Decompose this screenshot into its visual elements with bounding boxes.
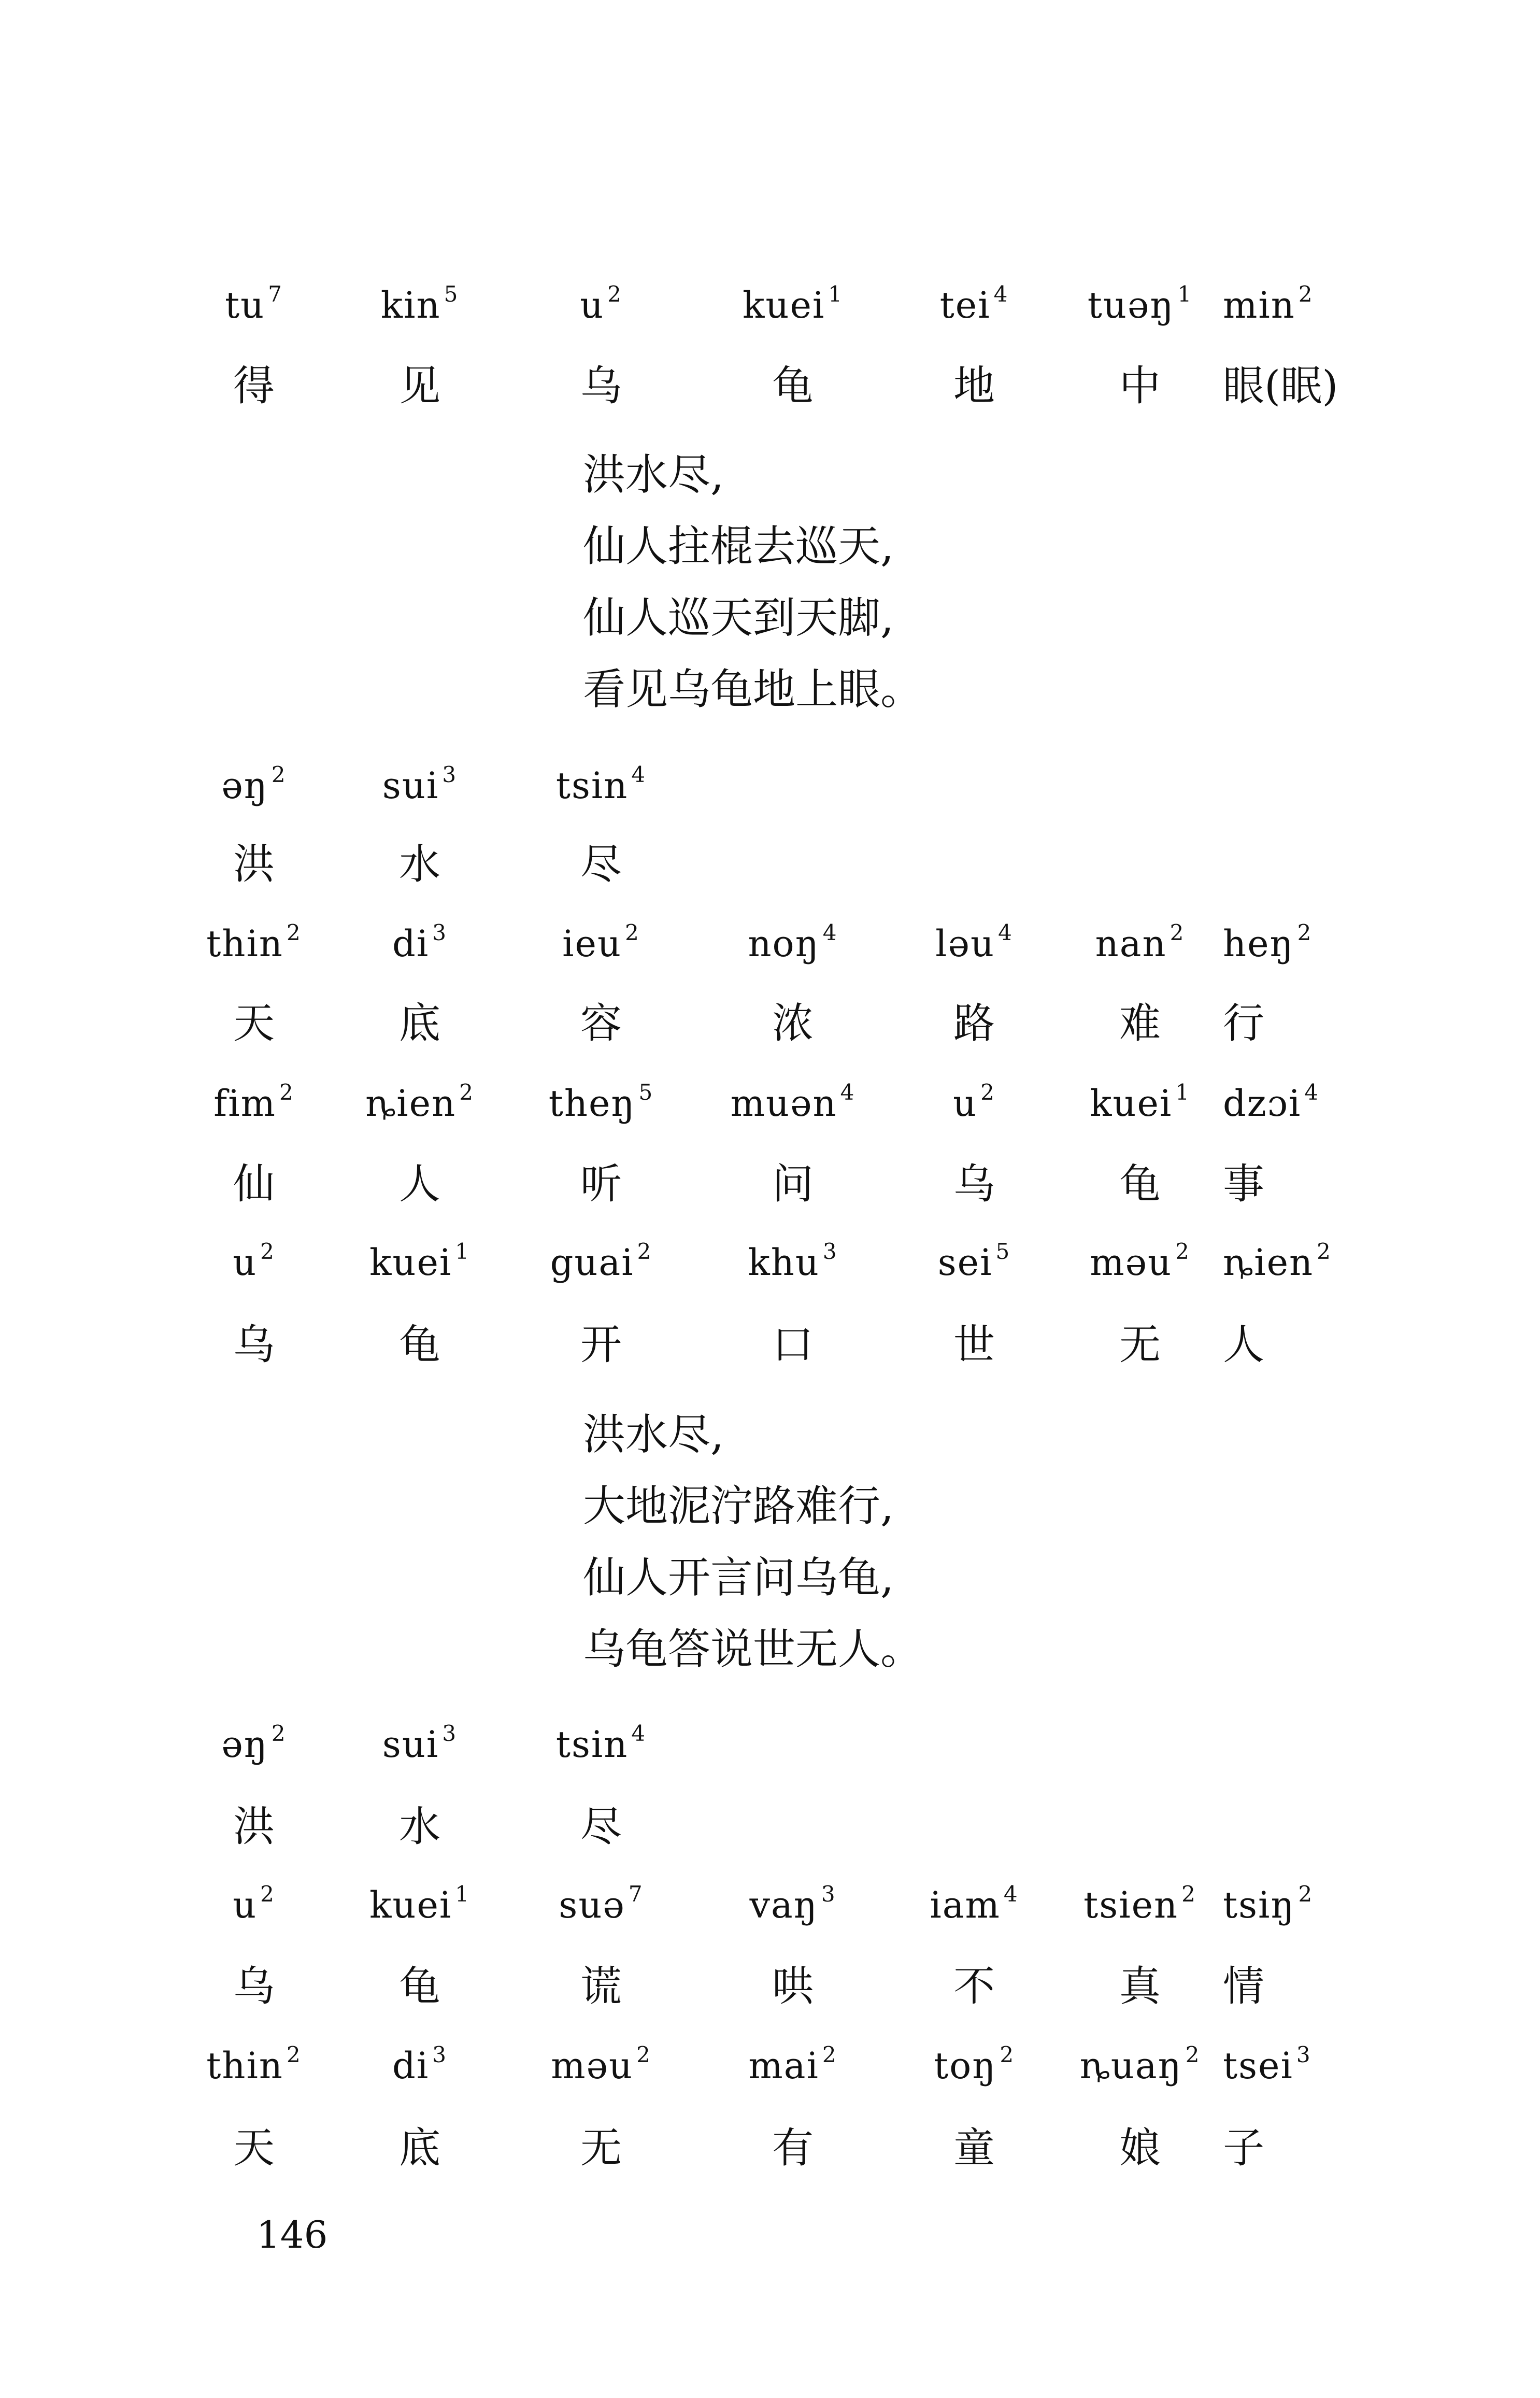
verse-line: 仙人拄棍去巡天,	[583, 522, 894, 571]
verse-line: 洪水尽,	[583, 450, 724, 500]
hanzi: 尽	[580, 840, 622, 888]
syllable: kuei $^1$	[369, 1238, 470, 1284]
romanization-line	[0, 1881, 1540, 1941]
hanzi-line	[0, 1953, 1540, 2010]
hanzi: 世	[953, 1321, 995, 1369]
hanzi: 龟	[399, 1321, 440, 1369]
syllable: di $^3$	[392, 919, 447, 965]
hanzi: 听	[580, 1160, 622, 1208]
syllable: thin $^2$	[206, 919, 302, 965]
syllable: theŋ $^5$	[548, 1079, 654, 1125]
hanzi: 问	[772, 1160, 814, 1208]
translation-verse	[583, 1399, 923, 1685]
romanization-line	[0, 1079, 1540, 1139]
hanzi: 眼(眠)	[1223, 362, 1338, 410]
syllable: iam $^4$	[930, 1881, 1019, 1926]
syllable: u $^2$	[953, 1079, 995, 1125]
hanzi-line	[0, 1793, 1540, 1850]
verse-line: 大地泥泞路难行,	[583, 1482, 894, 1531]
syllable: əŋ $^2$	[221, 761, 287, 807]
syllable: mai $^2$	[748, 2041, 837, 2087]
verse-line: 洪水尽,	[583, 1410, 724, 1459]
syllable: vaŋ $^3$	[749, 1881, 836, 1926]
syllable: əŋ $^2$	[221, 1720, 287, 1766]
hanzi: 乌	[233, 1321, 275, 1369]
syllable: kuei $^1$	[742, 281, 844, 327]
syllable: u $^2$	[233, 1881, 275, 1926]
hanzi-line	[0, 1311, 1540, 1368]
hanzi-line	[0, 2115, 1540, 2172]
syllable: di $^3$	[392, 2041, 447, 2087]
romanization-line	[0, 919, 1540, 980]
syllable: tuəŋ $^1$	[1087, 281, 1193, 327]
hanzi: 事	[1223, 1160, 1264, 1208]
syllable: nan $^2$	[1095, 919, 1185, 965]
verse-line: 仙人开言问乌龟,	[583, 1553, 894, 1602]
hanzi: 真	[1119, 1962, 1161, 2010]
hanzi: 子	[1223, 2124, 1264, 2172]
hanzi: 情	[1223, 1962, 1264, 2010]
hanzi: 得	[233, 362, 275, 410]
syllable: kuei $^1$	[1089, 1079, 1191, 1125]
hanzi: 见	[399, 362, 440, 410]
hanzi: 尽	[580, 1803, 622, 1851]
hanzi: 洪	[233, 840, 275, 888]
syllable: tsien $^2$	[1083, 1881, 1196, 1926]
syllable: muən $^4$	[730, 1079, 855, 1125]
hanzi: 行	[1223, 999, 1264, 1047]
syllable: noŋ $^4$	[748, 919, 838, 965]
hanzi: 人	[1223, 1321, 1264, 1369]
syllable: dzɔi $^4$	[1223, 1079, 1320, 1125]
hanzi: 龟	[399, 1962, 440, 2010]
syllable: tu $^7$	[225, 281, 283, 327]
hanzi: 洪	[233, 1803, 275, 1851]
hanzi-line	[0, 1151, 1540, 1208]
hanzi: 无	[580, 2124, 622, 2172]
syllable: thin $^2$	[206, 2041, 302, 2087]
hanzi: 中	[1119, 362, 1161, 410]
romanization-line	[0, 761, 1540, 821]
hanzi: 无	[1119, 1321, 1161, 1369]
hanzi: 童	[953, 2124, 995, 2172]
hanzi: 龟	[772, 362, 814, 410]
hanzi: 容	[580, 999, 622, 1047]
syllable: u $^2$	[580, 281, 622, 327]
syllable: tsei $^3$	[1223, 2041, 1311, 2087]
syllable: guai $^2$	[550, 1238, 652, 1284]
syllable: ieu $^2$	[562, 919, 640, 965]
hanzi: 底	[399, 2124, 440, 2172]
hanzi: 不	[953, 1962, 995, 2010]
hanzi: 乌	[233, 1962, 275, 2010]
syllable: fim $^2$	[213, 1079, 294, 1125]
hanzi: 谎	[580, 1962, 622, 2010]
syllable: sui $^3$	[382, 761, 458, 807]
hanzi-line	[0, 831, 1540, 888]
syllable: kuei $^1$	[369, 1881, 470, 1926]
hanzi: 开	[580, 1321, 622, 1369]
syllable: ȵuaŋ $^2$	[1079, 2041, 1201, 2087]
hanzi: 口	[772, 1321, 814, 1369]
hanzi: 哄	[772, 1962, 814, 2010]
syllable: sui $^3$	[382, 1720, 458, 1766]
hanzi: 龟	[1119, 1160, 1161, 1208]
hanzi: 天	[233, 999, 275, 1047]
syllable: ləu $^4$	[935, 919, 1013, 965]
romanization-line	[0, 1238, 1540, 1298]
page-number: 146	[256, 2213, 328, 2257]
syllable: ȵien $^2$	[1223, 1238, 1332, 1284]
hanzi: 娘	[1119, 2124, 1161, 2172]
syllable: ȵien $^2$	[365, 1079, 474, 1125]
romanization-line	[0, 281, 1540, 341]
syllable: tei $^4$	[939, 281, 1009, 327]
hanzi: 乌	[953, 1160, 995, 1208]
syllable: min $^2$	[1223, 281, 1314, 327]
hanzi: 浓	[772, 999, 814, 1047]
hanzi: 乌	[580, 362, 622, 410]
syllable: tsiŋ $^2$	[1223, 1881, 1314, 1926]
hanzi: 底	[399, 999, 440, 1047]
syllable: tsin $^4$	[555, 1720, 647, 1766]
syllable: u $^2$	[233, 1238, 275, 1284]
verse-line: 乌龟答说世无人。	[583, 1625, 923, 1674]
verse-line: 仙人巡天到天脚,	[583, 593, 894, 643]
hanzi: 仙	[233, 1160, 275, 1208]
syllable: suə $^7$	[559, 1881, 644, 1926]
syllable: kin $^5$	[380, 281, 459, 327]
hanzi: 人	[399, 1160, 440, 1208]
syllable: tsin $^4$	[555, 761, 647, 807]
romanization-line	[0, 1720, 1540, 1780]
syllable: khu $^3$	[748, 1238, 838, 1284]
hanzi: 水	[399, 1803, 440, 1851]
hanzi: 天	[233, 2124, 275, 2172]
syllable: toŋ $^2$	[933, 2041, 1015, 2087]
hanzi-line	[0, 352, 1540, 409]
hanzi: 地	[953, 362, 995, 410]
translation-verse	[583, 439, 923, 726]
hanzi: 有	[772, 2124, 814, 2172]
hanzi: 难	[1119, 999, 1161, 1047]
syllable: məu $^2$	[1090, 1238, 1190, 1284]
hanzi-line	[0, 990, 1540, 1047]
hanzi: 水	[399, 840, 440, 888]
syllable: sei $^5$	[937, 1238, 1011, 1284]
romanization-line	[0, 2041, 1540, 2102]
verse-line: 看见乌龟地上眼。	[583, 665, 923, 714]
hanzi: 路	[953, 999, 995, 1047]
syllable: məu $^2$	[551, 2041, 651, 2087]
syllable: heŋ $^2$	[1223, 919, 1313, 965]
